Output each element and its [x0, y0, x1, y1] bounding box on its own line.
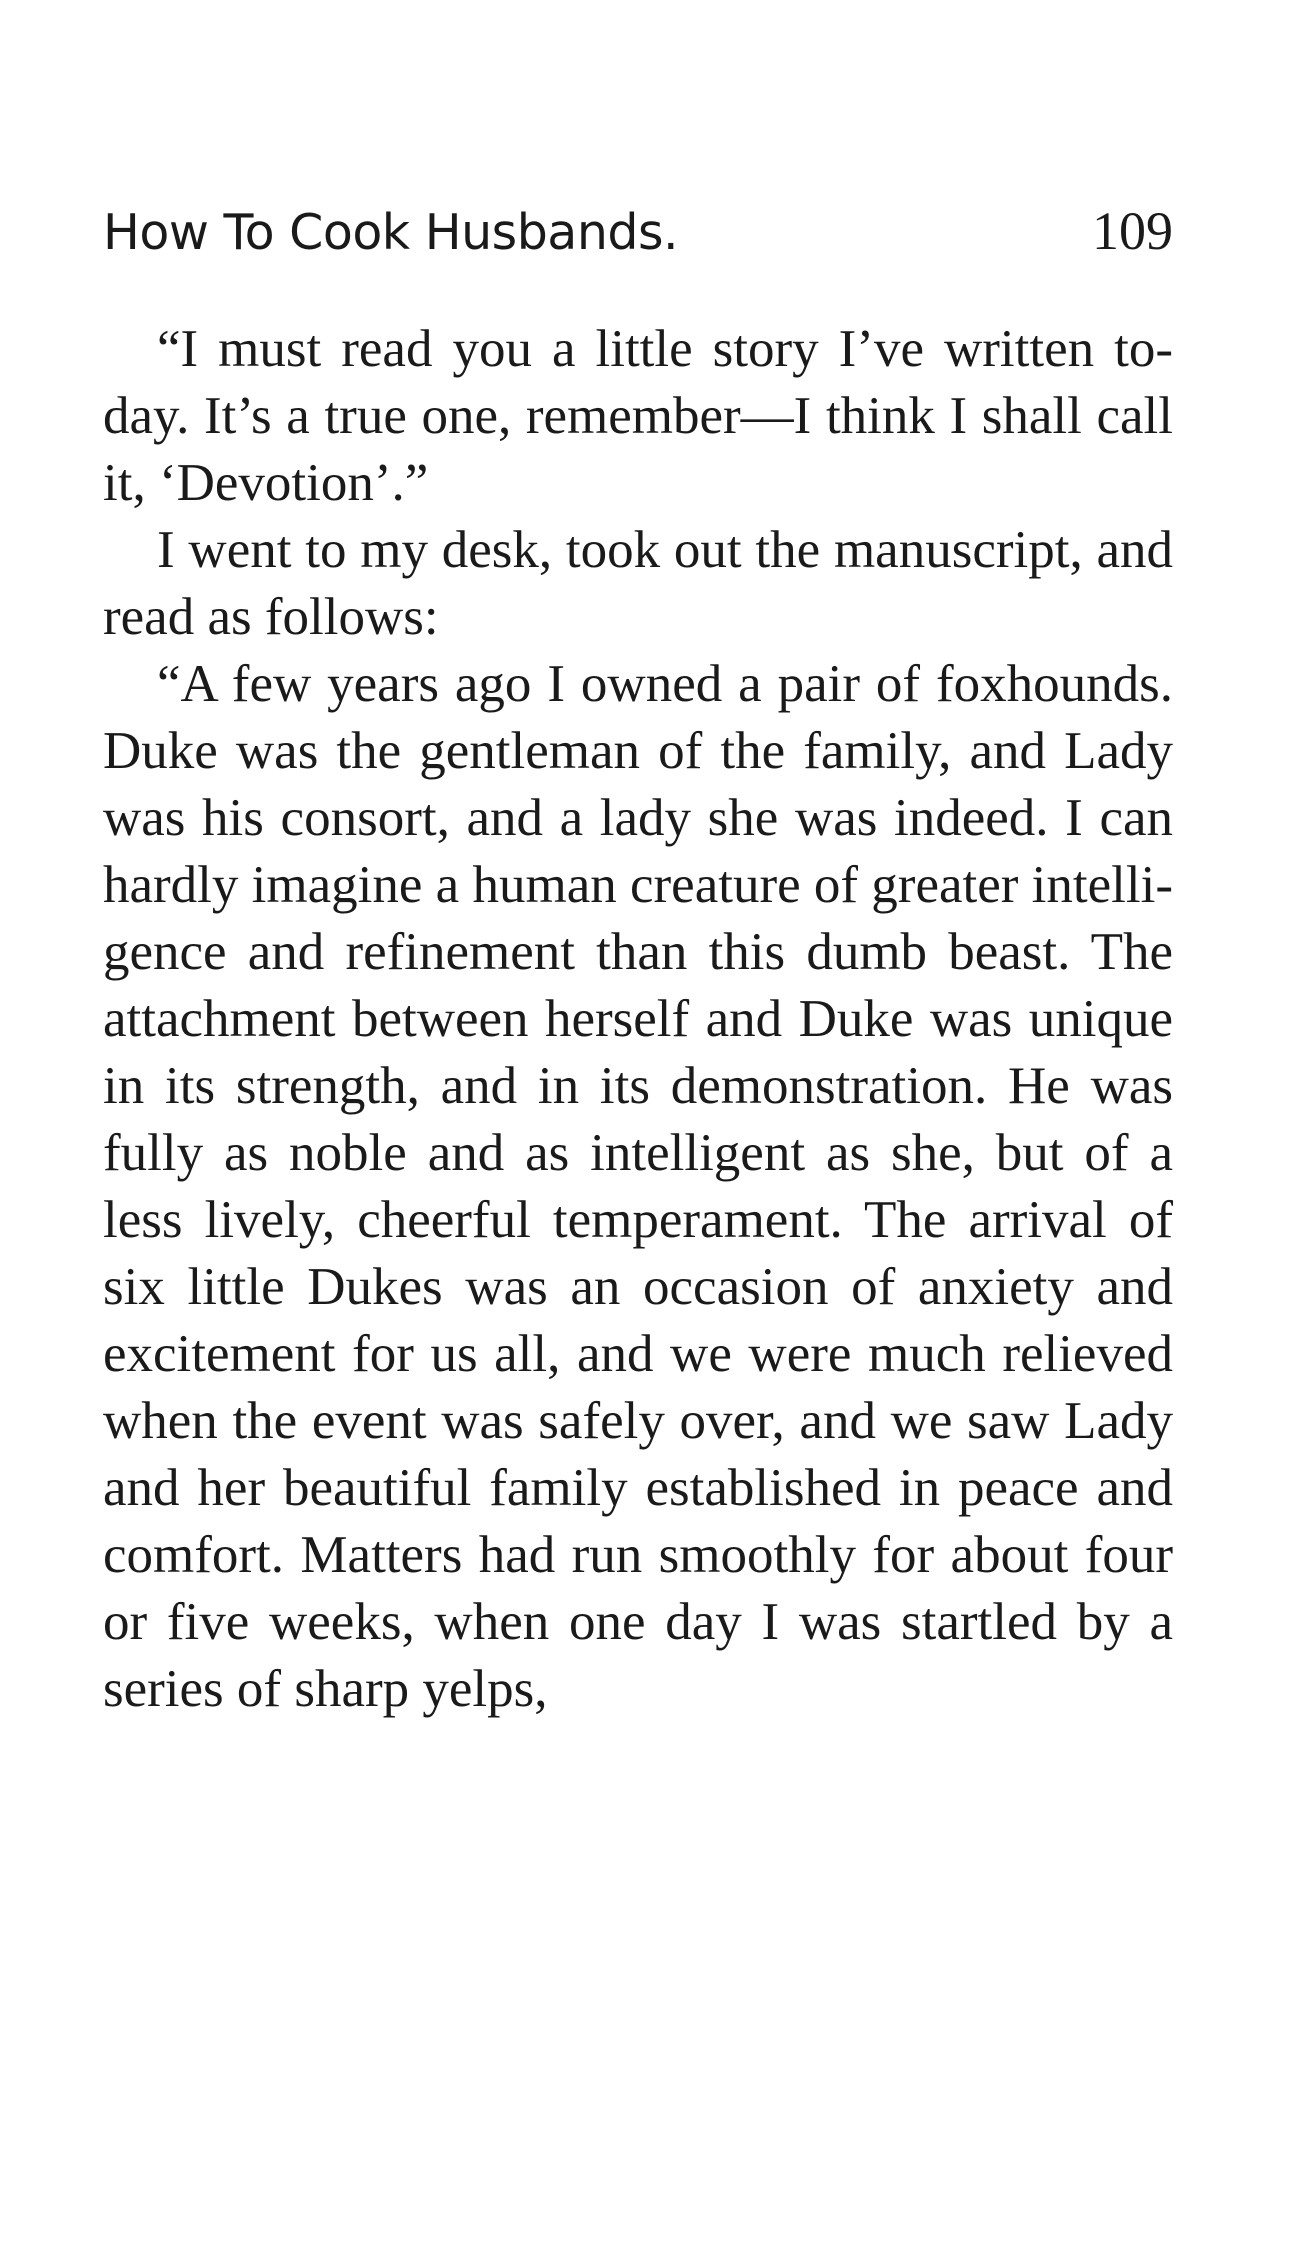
running-title: How To Cook Husbands. [103, 204, 679, 261]
paragraph: “I must read you a little story I’ve written to-day. It’s a true one, remember—I think I shall call it, ‘Devotion’.” [103, 320, 1173, 512]
paragraph: I went to my desk, took out the manuscript, and read as follows: [103, 521, 1173, 646]
running-header [103, 200, 1173, 278]
paragraph: “A few years ago I owned a pair of foxhounds. Duke was the gentleman of the family, and Lady was his consort, and a lady she was indeed. I can hardly imagine a human creature of greater intelligence and refinement than this dumb beast. The attachment between herself and Duke was unique in its strength, and in its demonstration. He was fully as noble and as intelligent as she, but of a less lively, cheerful temperament. The arrival of six little Dukes was an occasion of anxiety and excitement for us all, and we were much relieved when the event was safely over, and we saw Lady and her beautiful family established in peace and comfort. Matters had run smoothly for about four or five weeks, when one day I was startled by a series of sharp yelps, [103, 655, 1173, 1718]
page-number: 109 [1092, 201, 1173, 261]
body-text [103, 316, 1173, 1723]
book-page [103, 200, 1173, 1723]
